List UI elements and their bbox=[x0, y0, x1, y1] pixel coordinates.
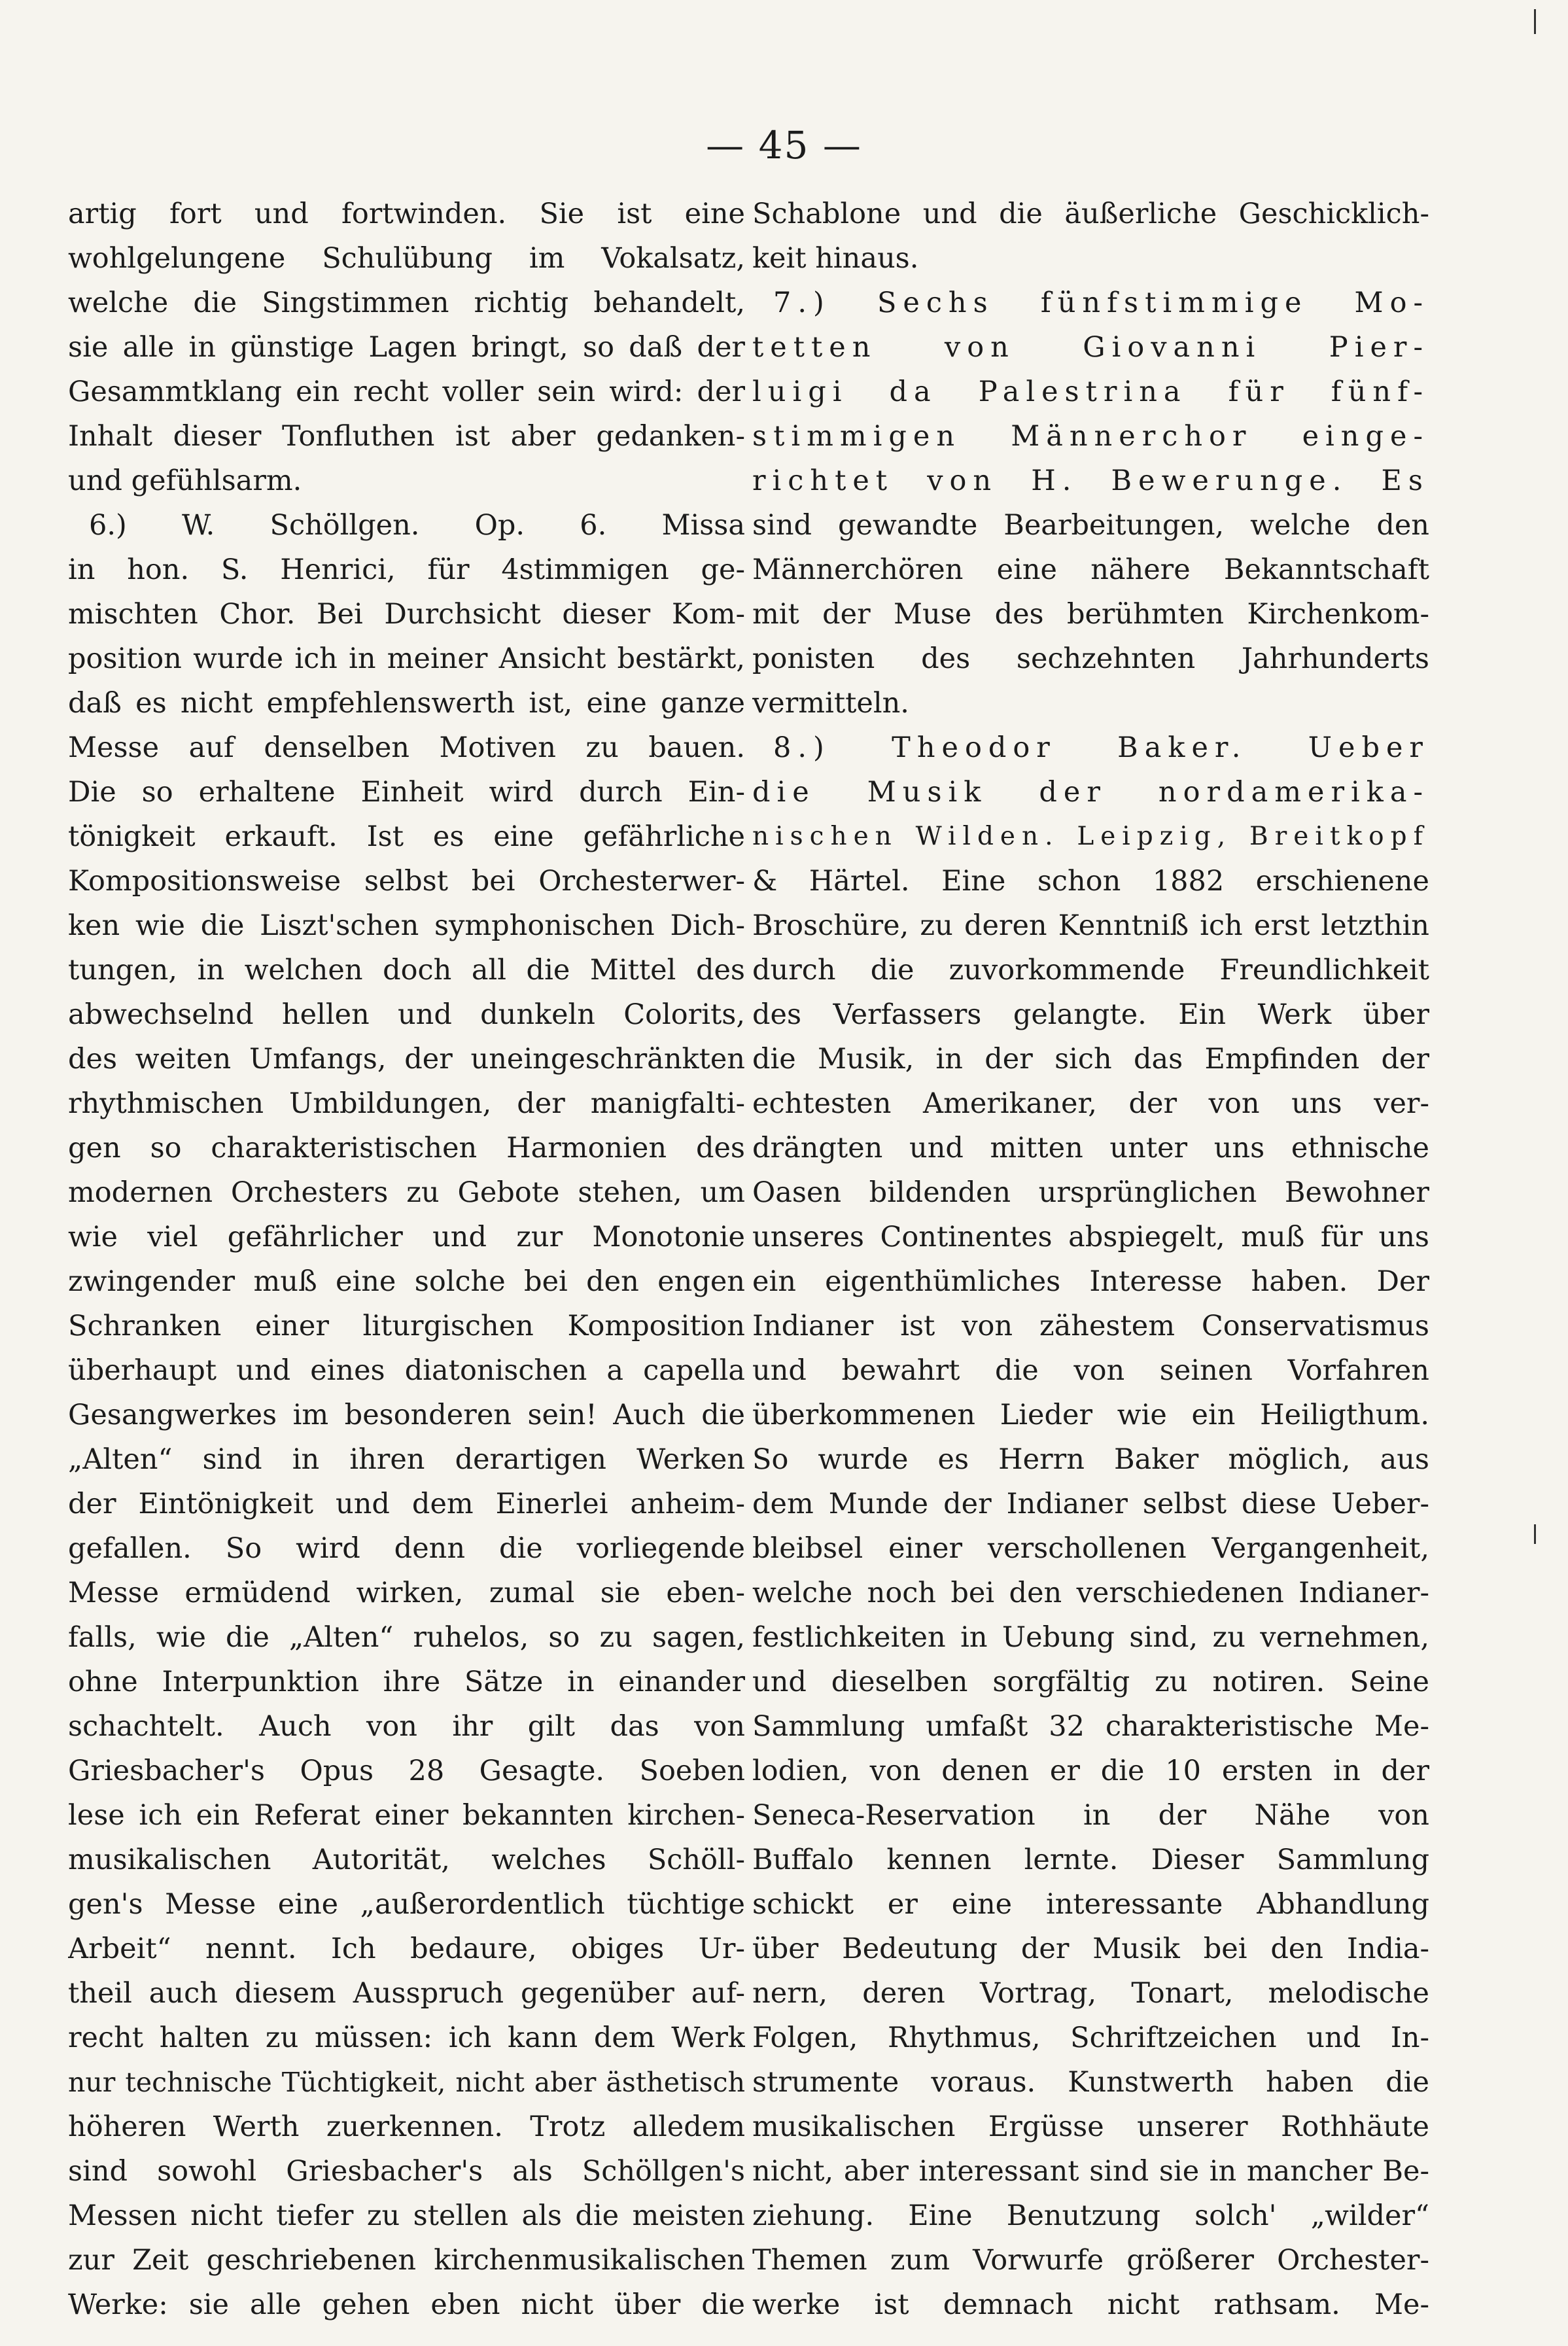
text-line: die Musik, in der sich das Empfinden der bbox=[752, 1043, 1429, 1076]
margin-mark bbox=[1534, 9, 1536, 34]
text-line: Werke: sie alle gehen eben nicht über die bbox=[68, 2288, 745, 2321]
text-line: tetten von Giovanni Pier- bbox=[752, 331, 1429, 364]
text-line: Inhalt dieser Tonfluthen ist aber gedanken- bbox=[68, 420, 745, 453]
text-line: lese ich ein Referat einer bekannten kirchen- bbox=[68, 1799, 745, 1832]
text-line: nicht, aber interessant sind sie in mancher Be- bbox=[752, 2155, 1429, 2188]
text-line: mit der Muse des berühmten Kirchenkom- bbox=[752, 598, 1429, 631]
text-line: durch die zuvorkommende Freundlichkeit bbox=[752, 954, 1429, 987]
text-line: dem Munde der Indianer selbst diese Ueber- bbox=[752, 1488, 1429, 1520]
text-line: Arbeit“ nennt. Ich bedaure, obiges Ur- bbox=[68, 1933, 745, 1965]
text-line: überkommenen Lieder wie ein Heiligthum. bbox=[752, 1399, 1429, 1431]
text-line: nur technische Tüchtigkeit, nicht aber ästhetisch bbox=[68, 2067, 745, 2098]
text-line: zur Zeit geschriebenen kirchenmusikalischen bbox=[68, 2244, 745, 2277]
text-line: Messe auf denselben Motiven zu bauen. bbox=[68, 731, 745, 764]
text-line: welche die Singstimmen richtig behandelt, bbox=[68, 287, 745, 319]
text-line: stimmigen Männerchor einge- bbox=[752, 420, 1429, 453]
text-line: Messen nicht tiefer zu stellen als die meisten bbox=[68, 2199, 745, 2232]
text-line: sind sowohl Griesbacher's als Schöllgen's bbox=[68, 2155, 745, 2188]
text-line: die Musik der nordamerika- bbox=[752, 776, 1429, 809]
text-line: des Verfassers gelangte. Ein Werk über bbox=[752, 998, 1429, 1031]
text-line: musikalischen Ergüsse unserer Rothhäute bbox=[752, 2110, 1429, 2143]
text-line: unseres Continentes abspiegelt, muß für uns bbox=[752, 1221, 1429, 1253]
text-line: ein eigenthümliches Interesse haben. Der bbox=[752, 1265, 1429, 1298]
text-line: ohne Interpunktion ihre Sätze in einander bbox=[68, 1666, 745, 1698]
text-line: Schranken einer liturgischen Komposition bbox=[68, 1310, 745, 1342]
left-text-column bbox=[68, 192, 745, 2327]
text-line: Gesammtklang ein recht voller sein wird: der bbox=[68, 376, 745, 408]
text-line: vermitteln. bbox=[752, 687, 909, 720]
text-line: schachtelt. Auch von ihr gilt das von bbox=[68, 1710, 745, 1743]
text-line: wohlgelungene Schulübung im Vokalsatz, bbox=[68, 242, 745, 275]
text-line: „Alten“ sind in ihren derartigen Werken bbox=[68, 1443, 745, 1476]
text-line: richtet von H. Bewerunge. Es bbox=[752, 464, 1429, 497]
text-line: Griesbacher's Opus 28 Gesagte. Soeben bbox=[68, 1755, 745, 1787]
text-line: strumente voraus. Kunstwerth haben die bbox=[752, 2066, 1429, 2099]
text-line: luigi da Palestrina für fünf- bbox=[752, 376, 1429, 408]
text-line: sind gewandte Bearbeitungen, welche den bbox=[752, 509, 1429, 542]
text-line: mischten Chor. Bei Durchsicht dieser Kom- bbox=[68, 598, 745, 631]
text-line: recht halten zu müssen: ich kann dem Werk bbox=[68, 2022, 745, 2054]
text-line: tönigkeit erkauft. Ist es eine gefährliche bbox=[68, 820, 745, 853]
text-line: Buffalo kennen lernte. Dieser Sammlung bbox=[752, 1844, 1429, 1876]
text-line: tungen, in welchen doch all die Mittel des bbox=[68, 954, 745, 987]
text-line: Männerchören eine nähere Bekanntschaft bbox=[752, 553, 1429, 586]
text-line: Themen zum Vorwurfe größerer Orchester- bbox=[752, 2244, 1429, 2277]
text-line: modernen Orchesters zu Gebote stehen, um bbox=[68, 1176, 745, 1209]
text-line: echtesten Amerikaner, der von uns ver- bbox=[752, 1087, 1429, 1120]
text-line: Oasen bildenden ursprünglichen Bewohner bbox=[752, 1176, 1429, 1209]
text-line: festlichkeiten in Uebung sind, zu vernehmen, bbox=[752, 1621, 1429, 1654]
text-line: in hon. S. Henrici, für 4stimmigen ge- bbox=[68, 553, 745, 586]
text-line: daß es nicht empfehlenswerth ist, eine ganze bbox=[68, 687, 745, 720]
text-line: zwingender muß eine solche bei den engen bbox=[68, 1265, 745, 1298]
text-line: ponisten des sechzehnten Jahrhunderts bbox=[752, 642, 1429, 675]
text-line: Messe ermüdend wirken, zumal sie eben- bbox=[68, 1577, 745, 1609]
text-line: Seneca-Reservation in der Nähe von bbox=[752, 1799, 1429, 1832]
text-line: und bewahrt die von seinen Vorfahren bbox=[752, 1354, 1429, 1387]
text-line: Sammlung umfaßt 32 charakteristische Me- bbox=[752, 1710, 1429, 1743]
text-line: Folgen, Rhythmus, Schriftzeichen und In- bbox=[752, 2022, 1429, 2054]
text-line: & Härtel. Eine schon 1882 erschienene bbox=[752, 865, 1429, 898]
text-line: drängten und mitten unter uns ethnische bbox=[752, 1132, 1429, 1164]
text-line: artig fort und fortwinden. Sie ist eine bbox=[68, 198, 745, 230]
text-line: welche noch bei den verschiedenen Indianer- bbox=[752, 1577, 1429, 1609]
text-line: schickt er eine interessante Abhandlung bbox=[752, 1888, 1429, 1921]
text-line: über Bedeutung der Musik bei den India- bbox=[752, 1933, 1429, 1965]
margin-mark bbox=[1534, 1524, 1536, 1544]
text-line: falls, wie die „Alten“ ruhelos, so zu sagen, bbox=[68, 1621, 745, 1654]
text-line: lodien, von denen er die 10 ersten in der bbox=[752, 1755, 1429, 1787]
text-line: position wurde ich in meiner Ansicht bestärkt, bbox=[68, 642, 745, 675]
text-line: keit hinaus. bbox=[752, 242, 919, 275]
text-line: überhaupt und eines diatonischen a capella bbox=[68, 1354, 745, 1387]
text-line: und gefühlsarm. bbox=[68, 464, 302, 497]
text-line: nern, deren Vortrag, Tonart, melodische bbox=[752, 1977, 1429, 2010]
text-line: Schablone und die äußerliche Geschicklich- bbox=[752, 198, 1429, 230]
text-line: gen so charakteristischen Harmonien des bbox=[68, 1132, 745, 1164]
page-number: — 45 — bbox=[706, 123, 862, 167]
text-line: rhythmischen Umbildungen, der manigfalti- bbox=[68, 1087, 745, 1120]
text-line: und dieselben sorgfältig zu notiren. Seine bbox=[752, 1666, 1429, 1698]
text-line: Die so erhaltene Einheit wird durch Ein- bbox=[68, 776, 745, 809]
text-line: gefallen. So wird denn die vorliegende bbox=[68, 1532, 745, 1565]
text-line: gen's Messe eine „außerordentlich tüchtige bbox=[68, 1888, 745, 1921]
text-line: nischen Wilden. Leipzig, Breitkopf bbox=[752, 822, 1429, 851]
text-line: 8.) Theodor Baker. Ueber bbox=[773, 731, 1429, 764]
text-line: 6.) W. Schöllgen. Op. 6. Missa bbox=[89, 509, 745, 542]
text-line: werke ist demnach nicht rathsam. Me- bbox=[752, 2288, 1429, 2321]
text-line: des weiten Umfangs, der uneingeschränkten bbox=[68, 1043, 745, 1076]
text-line: Indianer ist von zähestem Conservatismus bbox=[752, 1310, 1429, 1342]
text-line: höheren Werth zuerkennen. Trotz alledem bbox=[68, 2110, 745, 2143]
text-line: der Eintönigkeit und dem Einerlei anheim- bbox=[68, 1488, 745, 1520]
text-line: Kompositionsweise selbst bei Orchesterwer- bbox=[68, 865, 745, 898]
text-line: So wurde es Herrn Baker möglich, aus bbox=[752, 1443, 1429, 1476]
text-line: Gesangwerkes im besonderen sein! Auch die bbox=[68, 1399, 745, 1431]
text-line: ken wie die Liszt'schen symphonischen Dich- bbox=[68, 909, 745, 942]
right-text-column bbox=[752, 192, 1429, 2327]
text-line: abwechselnd hellen und dunkeln Colorits, bbox=[68, 998, 745, 1031]
text-line: bleibsel einer verschollenen Vergangenheit, bbox=[752, 1532, 1429, 1565]
text-line: 7.) Sechs fünfstimmige Mo- bbox=[773, 287, 1429, 319]
text-line: wie viel gefährlicher und zur Monotonie bbox=[68, 1221, 745, 1253]
text-line: sie alle in günstige Lagen bringt, so daß der bbox=[68, 331, 745, 364]
text-line: ziehung. Eine Benutzung solch' „wilder“ bbox=[752, 2199, 1429, 2232]
text-line: Broschüre, zu deren Kenntniß ich erst letzthin bbox=[752, 909, 1429, 942]
text-line: theil auch diesem Ausspruch gegenüber auf- bbox=[68, 1977, 745, 2010]
text-line: musikalischen Autorität, welches Schöll- bbox=[68, 1844, 745, 1876]
